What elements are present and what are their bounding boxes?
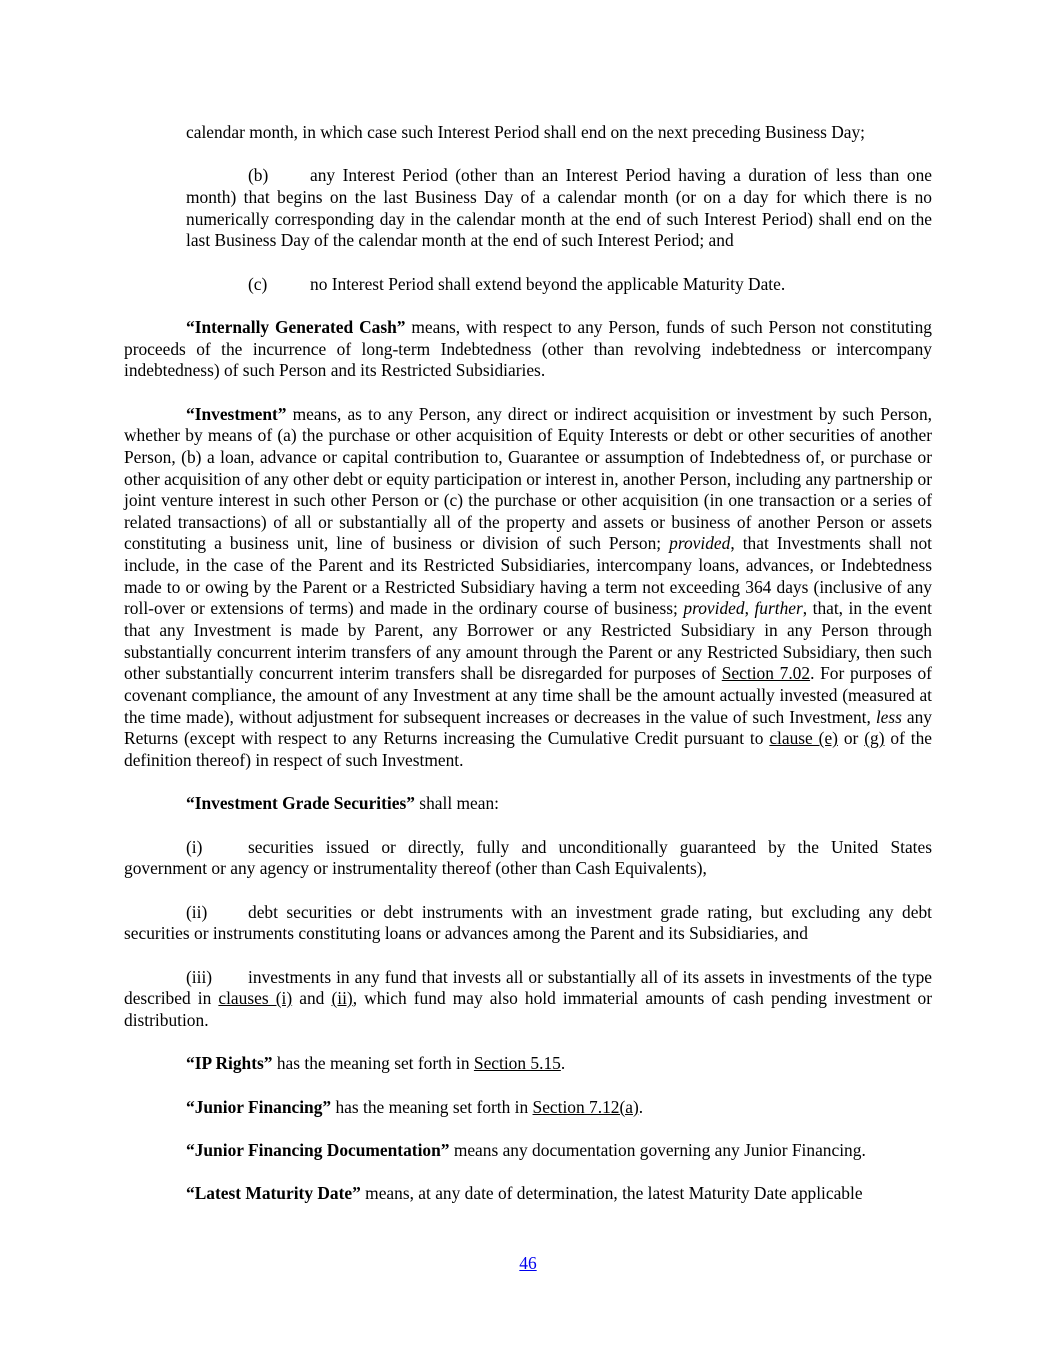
text-run: , which fund may also hold immaterial amounts of cash pending investment or distribution. bbox=[124, 988, 933, 1030]
italic-run: provided bbox=[669, 533, 731, 554]
section-ref-link[interactable]: Section 5.15 bbox=[473, 1053, 561, 1074]
text-run: , bbox=[744, 598, 755, 619]
igs-item-ii bbox=[124, 902, 932, 945]
page-number-link[interactable]: 46 bbox=[519, 1252, 537, 1273]
def-internally-generated-cash bbox=[124, 317, 932, 382]
igs-item-iii bbox=[124, 967, 932, 1032]
list-label: (c) bbox=[248, 273, 268, 294]
text-run: , that Investments shall not include, in the case of the Parent and its Restricted Subsidiaries, intercompany loans, advances, or Indebtedness made to or owing by the Parent or a Restricted Subsidiary having a term not exceeding 364 days (inclusive of any roll-over or extensions of terms) and made in the ordinary course of business; bbox=[124, 533, 932, 619]
text-run: . bbox=[638, 1096, 644, 1117]
page-footer bbox=[124, 1253, 932, 1275]
para-interest-period-b bbox=[186, 165, 932, 252]
list-label: (b) bbox=[248, 165, 269, 186]
italic-run: provided bbox=[683, 598, 745, 619]
italic-run: less bbox=[875, 706, 902, 727]
text-run: means, with respect to any Person, funds of such Person not constituting proceeds of the incurrence of long-term Indebtedness (other than revolving indebtedness or intercompany indebtedness) of such Person and its Restricted Subsidiaries. bbox=[124, 316, 932, 381]
section-ref-link[interactable]: (g) bbox=[864, 728, 885, 749]
def-investment bbox=[124, 404, 932, 772]
list-label: (i) bbox=[186, 836, 203, 857]
list-label: (iii) bbox=[186, 966, 213, 987]
def-investment-grade-securities bbox=[124, 793, 932, 815]
text-run: no Interest Period shall extend beyond the applicable Maturity Date. bbox=[310, 273, 786, 294]
defined-term: “Latest Maturity Date” bbox=[186, 1183, 361, 1204]
text-run: shall mean: bbox=[414, 793, 499, 814]
igs-item-i bbox=[124, 837, 932, 880]
section-ref-link[interactable]: Section 7.12(a) bbox=[532, 1096, 639, 1117]
text-run: or bbox=[837, 728, 865, 749]
text-run: , that, in the event that any Investment is made by Parent, any Borrower or any Restricted Subsidiary in any Person through substantially concurrent interim transfers of any amount through the Parent or any Restricted Subsidiary, then such other substantially concurrent interim transfers shall be disregarded for purposes of bbox=[124, 598, 932, 684]
para-interest-period-c bbox=[186, 274, 932, 296]
def-latest-maturity-date bbox=[124, 1183, 932, 1205]
section-ref-link[interactable]: Section 7.02 bbox=[721, 663, 811, 684]
text-run: any Returns (except with respect to any Returns increasing the Cumulative Credit pursuant to bbox=[124, 706, 932, 749]
def-ip-rights bbox=[124, 1053, 932, 1075]
text-run: means any documentation governing any Junior Financing. bbox=[449, 1139, 866, 1160]
text-run: has the meaning set forth in bbox=[272, 1053, 474, 1074]
section-ref-link[interactable]: clauses (i) bbox=[218, 988, 293, 1009]
defined-term: “Investment” bbox=[186, 403, 287, 424]
section-ref-link[interactable]: clause (e) bbox=[769, 728, 838, 749]
text-run: means, as to any Person, any direct or indirect acquisition or investment by such Person, whether by means of (a) the purchase or other acquisition of Equity Interests or debt or other securities of another Person, (b) a loan, advance or capital contribution to, Guarantee or assumption of Indebtedness of, or purchase or other acquisition of any other debt or equity participation or interest in, another Person, including any partnership or joint venture interest in such other Person or (c) the purchase or other acquisition (in one transaction or a series of related transactions) of all or substantially all of the property and assets or business of another Person or assets constituting a business unit, line of business or division of such Person; bbox=[124, 403, 932, 554]
para-interest-period-a-continuation bbox=[186, 122, 932, 144]
defined-term: “Junior Financing Documentation” bbox=[186, 1139, 450, 1160]
text-run: . bbox=[560, 1053, 566, 1074]
text-run: and bbox=[292, 988, 332, 1009]
text-run: debt securities or debt instruments with an investment grade rating, but excluding any debt securities or instruments constituting loans or advances among the Parent and its Subsidiaries, and bbox=[124, 901, 932, 944]
document-body bbox=[124, 122, 932, 1205]
text-run: investments in any fund that invests all or substantially all of its assets in investments of the type described in bbox=[124, 966, 932, 1009]
defined-term: “Junior Financing” bbox=[186, 1096, 332, 1117]
def-junior-financing bbox=[124, 1097, 932, 1119]
text-run: securities issued or directly, fully and unconditionally guaranteed by the United States government or any agency or instrumentality thereof (other than Cash Equivalents), bbox=[124, 836, 932, 879]
defined-term: “Internally Generated Cash” bbox=[186, 316, 406, 337]
italic-run: further bbox=[754, 598, 803, 619]
defined-term: “Investment Grade Securities” bbox=[186, 793, 415, 814]
text-run: means, at any date of determination, the latest Maturity Date applicable bbox=[360, 1183, 863, 1204]
list-label: (ii) bbox=[186, 901, 208, 922]
text-run: calendar month, in which case such Interest Period shall end on the next preceding Business Day; bbox=[186, 122, 866, 142]
def-junior-financing-documentation bbox=[124, 1140, 932, 1162]
text-run: has the meaning set forth in bbox=[331, 1096, 533, 1117]
defined-term: “IP Rights” bbox=[186, 1053, 273, 1074]
section-ref-link[interactable]: (ii) bbox=[331, 988, 353, 1009]
text-run: of the definition thereof) in respect of such Investment. bbox=[124, 728, 932, 771]
text-run: any Interest Period (other than an Interest Period having a duration of less than one month) that begins on the last Business Day of a calendar month (or on a day for which there is no numerically corresponding day in the calendar month at the end of such Interest Period) shall end on the last Business Day of the calendar month at the end of such Interest Period; and bbox=[186, 165, 932, 251]
text-run: . For purposes of covenant compliance, the amount of any Investment at any time shall be the amount actually invested (measured at the time made), without adjustment for subsequent increases or decreases in the value of such Investment, bbox=[124, 663, 932, 727]
